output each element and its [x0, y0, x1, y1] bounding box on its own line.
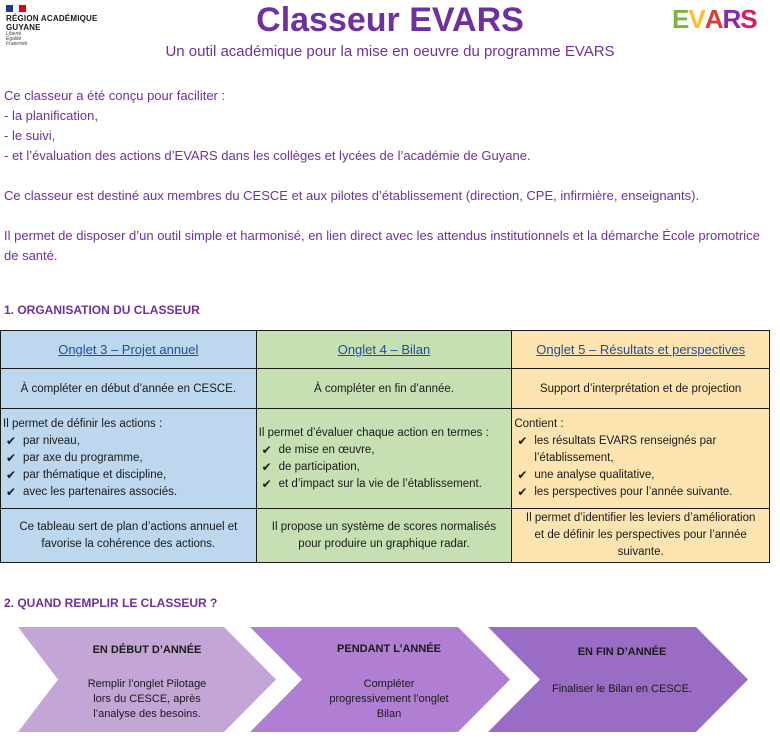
step-text	[250, 677, 510, 722]
step-line: Compléter	[363, 678, 415, 690]
footer-cell-3: Il permet d’identifier les leviers d’amélioration et de définir les perspectives pour l’année suivante.	[512, 509, 770, 563]
list-item	[514, 467, 767, 484]
timeline-step-1	[18, 627, 276, 732]
evars-letter-e: E	[672, 4, 689, 34]
list-item	[3, 450, 254, 467]
details-cell-1	[1, 409, 257, 509]
checkmark-icon: ✔	[517, 434, 528, 448]
when-cell-3: Support d’interprétation et de projection	[512, 369, 770, 409]
list-item-text: les perspectives pour l’année suivante.	[534, 486, 733, 498]
when-cell-1: À compléter en début d’année en CESCE.	[1, 369, 257, 409]
checkmark-icon: ✔	[6, 485, 17, 499]
intro-p2: Ce classeur est destiné aux membres du CESCE et aux pilotes d’établissement (direction, CPE, infirmière, enseignants).	[4, 188, 700, 203]
step-title: PENDANT L’ANNÉE	[337, 643, 441, 655]
checkmark-icon: ✔	[6, 468, 17, 482]
logo-line-1: RÉGION ACADÉMIQUE	[6, 14, 98, 23]
section2-heading: 2. QUAND REMPLIR LE CLASSEUR ?	[4, 596, 218, 610]
checkmark-icon: ✔	[517, 468, 528, 482]
step-text	[18, 677, 276, 722]
list-item-text: de participation,	[278, 460, 360, 473]
onglet-3-link[interactable]: Onglet 3 – Projet annuel	[58, 342, 199, 357]
details-cell-2	[256, 409, 512, 509]
list-item-text: par niveau,	[23, 435, 80, 447]
step-line: lors du CESCE, après	[93, 693, 201, 705]
checkmark-icon: ✔	[261, 459, 272, 474]
intro-p3: Il permet de disposer d’un outil simple et harmonisé, en lien direct avec les attendus institutionnels et la démarche École promotrice de santé.	[4, 228, 760, 263]
list-item	[259, 442, 510, 459]
checkmark-icon: ✔	[6, 434, 17, 448]
list-item-text: de mise en œuvre,	[278, 443, 375, 456]
list-item	[3, 484, 254, 501]
list-item-text: avec les partenaires associés.	[23, 486, 178, 498]
section1-heading: 1. ORGANISATION DU CLASSEUR	[4, 303, 200, 317]
footer-cell-1: Ce tableau sert de plan d’actions annuel et favorise la cohérence des actions.	[1, 509, 257, 563]
intro-item-1: - la planification,	[4, 108, 98, 123]
page-subtitle: Un outil académique pour la mise en oeuvre du programme EVARS	[165, 43, 615, 60]
list-item	[3, 467, 254, 484]
when-cell-2: À compléter en fin d’année.	[256, 369, 512, 409]
list-item	[3, 433, 254, 450]
list-item	[514, 484, 767, 501]
list-item-text: les résultats EVARS renseignés par l’établissement,	[534, 435, 717, 464]
list-item-text: par axe du programme,	[23, 452, 143, 464]
motto-1: Liberté	[6, 31, 22, 37]
intro-p1: Ce classeur a été conçu pour faciliter :	[4, 88, 226, 103]
step-line: Remplir l’onglet Pilotage	[87, 678, 207, 690]
list-item	[259, 459, 510, 476]
list-item	[514, 433, 767, 467]
details-lead-1: Il permet de définir les actions :	[3, 418, 163, 430]
evars-letter-r: R	[722, 4, 741, 34]
evars-letter-a: A	[704, 4, 723, 34]
arrow-chevron-shape	[488, 627, 748, 732]
intro-item-3: - et l’évaluation des actions d’EVARS dans les collèges et lycées de l’académie de Guyane.	[4, 148, 531, 163]
intro-item-2: - le suivi,	[4, 128, 56, 143]
checkmark-icon: ✔	[261, 442, 272, 457]
timeline-arrows	[0, 627, 780, 732]
checkmark-icon: ✔	[6, 451, 17, 465]
motto-3: Fraternité	[6, 41, 28, 47]
step-line: Finaliser le Bilan en CESCE.	[551, 683, 692, 695]
logo-line-2: GUYANE	[6, 23, 41, 32]
step-title: EN DÉBUT D’ANNÉE	[92, 644, 202, 656]
details-lead-3: Contient :	[514, 418, 564, 430]
step-text	[488, 682, 748, 697]
motto-2: Égalité	[6, 36, 22, 42]
step-line: Bilan	[376, 708, 402, 720]
organisation-table	[0, 330, 770, 563]
tab-header-cell-1	[1, 331, 257, 369]
list-item-text: et d’impact sur la vie de l’établissement.	[278, 477, 482, 490]
details-cell-3	[512, 409, 770, 509]
list-item-text: par thématique et discipline,	[23, 469, 167, 481]
timeline-step-3	[488, 627, 748, 732]
checkmark-icon: ✔	[261, 476, 272, 491]
list-item	[259, 476, 510, 493]
step-line: progressivement l’onglet	[329, 693, 449, 705]
page-title: Classeur EVARS	[256, 1, 524, 39]
evars-logo	[672, 4, 772, 36]
list-item-text: une analyse qualitative,	[534, 469, 655, 481]
tab-header-cell-3	[512, 331, 770, 369]
timeline-step-2	[250, 627, 510, 732]
tab-header-cell-2	[256, 331, 512, 369]
evars-letter-v: V	[688, 4, 705, 34]
evars-letter-s: S	[740, 4, 757, 34]
checkmark-icon: ✔	[517, 485, 528, 499]
step-line: l’analyse des besoins.	[93, 708, 201, 720]
step-title: EN FIN D’ANNÉE	[577, 646, 667, 658]
onglet-5-link[interactable]: Onglet 5 – Résultats et perspectives	[536, 342, 746, 357]
footer-cell-2: Il propose un système de scores normalisés pour produire un graphique radar.	[256, 509, 512, 563]
intro-text	[4, 86, 774, 266]
onglet-4-link[interactable]: Onglet 4 – Bilan	[337, 342, 431, 357]
details-lead-2: Il permet d’évaluer chaque action en termes :	[258, 426, 489, 439]
